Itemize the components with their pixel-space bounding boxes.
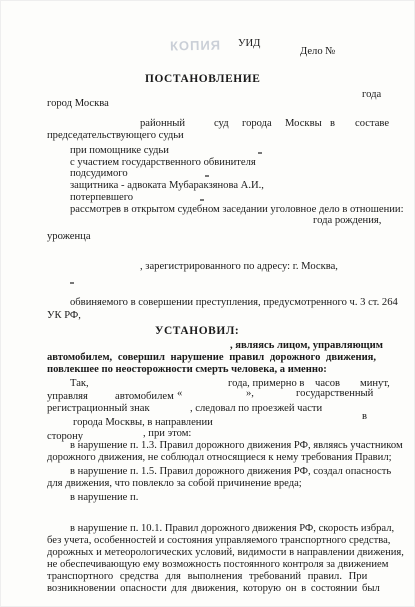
case-number-label: Дело № bbox=[300, 46, 336, 57]
body-p3-e: государственный bbox=[296, 388, 374, 399]
body-p2-c: часов bbox=[315, 378, 341, 389]
redaction-mark bbox=[205, 175, 209, 177]
uid-label: УИД bbox=[238, 38, 261, 49]
body-p6-a: сторону bbox=[47, 431, 84, 442]
body-p3-c: « bbox=[177, 388, 183, 399]
defendant-line: подсудимого bbox=[70, 168, 128, 179]
body-p2-a: Так, bbox=[70, 378, 89, 389]
body-p4-a: регистрационный знак bbox=[47, 403, 150, 414]
registration-line: , зарегистрированного по адресу: г. Москва, bbox=[140, 261, 338, 272]
body-p8-line2: для движения, что повлекло за собой причинение вреда; bbox=[47, 478, 302, 489]
body-p10-line4: не обеспечивающую ему возможность постоянного контроля за движением bbox=[47, 559, 389, 570]
date-year-word: года bbox=[362, 89, 382, 100]
redaction-mark bbox=[200, 199, 204, 201]
presiding-judge-line: председательствующего судьи bbox=[47, 130, 184, 141]
birth-year-line: года рождения, bbox=[313, 215, 382, 226]
charge-line: обвиняемого в совершении преступления, предусмотренного ч. 3 ст. 264 bbox=[70, 297, 398, 308]
criminal-code-line: УК РФ, bbox=[47, 310, 81, 321]
body-p10-line5: транспортного средства для выполнения требований правил. При bbox=[47, 571, 368, 582]
document-title: ПОСТАНОВЛЕНИЕ bbox=[145, 73, 261, 85]
body-p10-line2: без учета, особенностей и состояния управляемого транспортного средства, bbox=[47, 535, 391, 546]
body-p10-line1: в нарушение п. 10.1. Правил дорожного движения РФ, скорость избрал, bbox=[70, 523, 395, 534]
body-p8-line1: в нарушение п. 1.5. Правил дорожного движения РФ, создал опасность bbox=[70, 466, 392, 477]
established-heading: УСТАНОВИЛ: bbox=[155, 325, 240, 337]
redaction-mark bbox=[258, 152, 262, 154]
case-consideration-line: рассмотрев в открытом судебном заседании уголовное дело в отношении: bbox=[70, 204, 404, 215]
body-p1-line3: повлекшее по неосторожности смерть человека, а именно: bbox=[47, 364, 327, 375]
assistant-judge-line: при помощнике судьи bbox=[70, 145, 169, 156]
body-p3-a: управляя bbox=[47, 391, 88, 402]
body-p10-line6: возникновении опасности для движения, которую он в состоянии был bbox=[47, 583, 380, 594]
body-p6-b: , при этом: bbox=[143, 428, 192, 439]
body-p7-line2: дорожного движения, не соблюдал относящиеся к нему требования Правил; bbox=[47, 452, 392, 463]
court-word-in: в bbox=[330, 118, 336, 129]
body-p2-b: года, примерно в bbox=[228, 378, 305, 389]
native-of-line: уроженца bbox=[47, 231, 91, 242]
redaction-mark bbox=[70, 282, 74, 284]
copy-stamp: КОПИЯ bbox=[169, 37, 222, 54]
court-word-moscow: Москвы bbox=[285, 118, 322, 129]
body-p5-b: в bbox=[362, 411, 368, 422]
city-label: город Москва bbox=[47, 98, 109, 109]
court-word-city: города bbox=[242, 118, 272, 129]
body-p9: в нарушение п. bbox=[70, 492, 139, 503]
court-word-district: районный bbox=[140, 118, 186, 129]
prosecutor-line: с участием государственного обвинителя bbox=[70, 157, 256, 168]
body-p3-b: автомобилем bbox=[115, 391, 174, 402]
body-p2-d: минут, bbox=[360, 378, 390, 389]
body-p3-d: », bbox=[246, 388, 254, 399]
body-p7-line1: в нарушение п. 1.3. Правил дорожного движения РФ, являясь участником bbox=[70, 440, 403, 451]
body-p4-b: , следовал по проезжей части bbox=[190, 403, 323, 414]
body-p10-line3: дорожных и метеорологических условий, видимости в направлении движения, bbox=[47, 547, 404, 558]
victim-line: потерпевшего bbox=[70, 192, 134, 203]
body-p1-line1: , являясь лицом, управляющим bbox=[230, 340, 383, 351]
court-word-court: суд bbox=[214, 118, 229, 129]
court-word-composition: составе bbox=[355, 118, 390, 129]
body-p1-line2: автомобилем, совершил нарушение правил дорожного движения, bbox=[47, 352, 377, 363]
defender-line: защитника - адвоката Мубаракзянова А.И., bbox=[70, 180, 264, 191]
body-p5-a: города Москвы, в направлении bbox=[73, 417, 213, 428]
